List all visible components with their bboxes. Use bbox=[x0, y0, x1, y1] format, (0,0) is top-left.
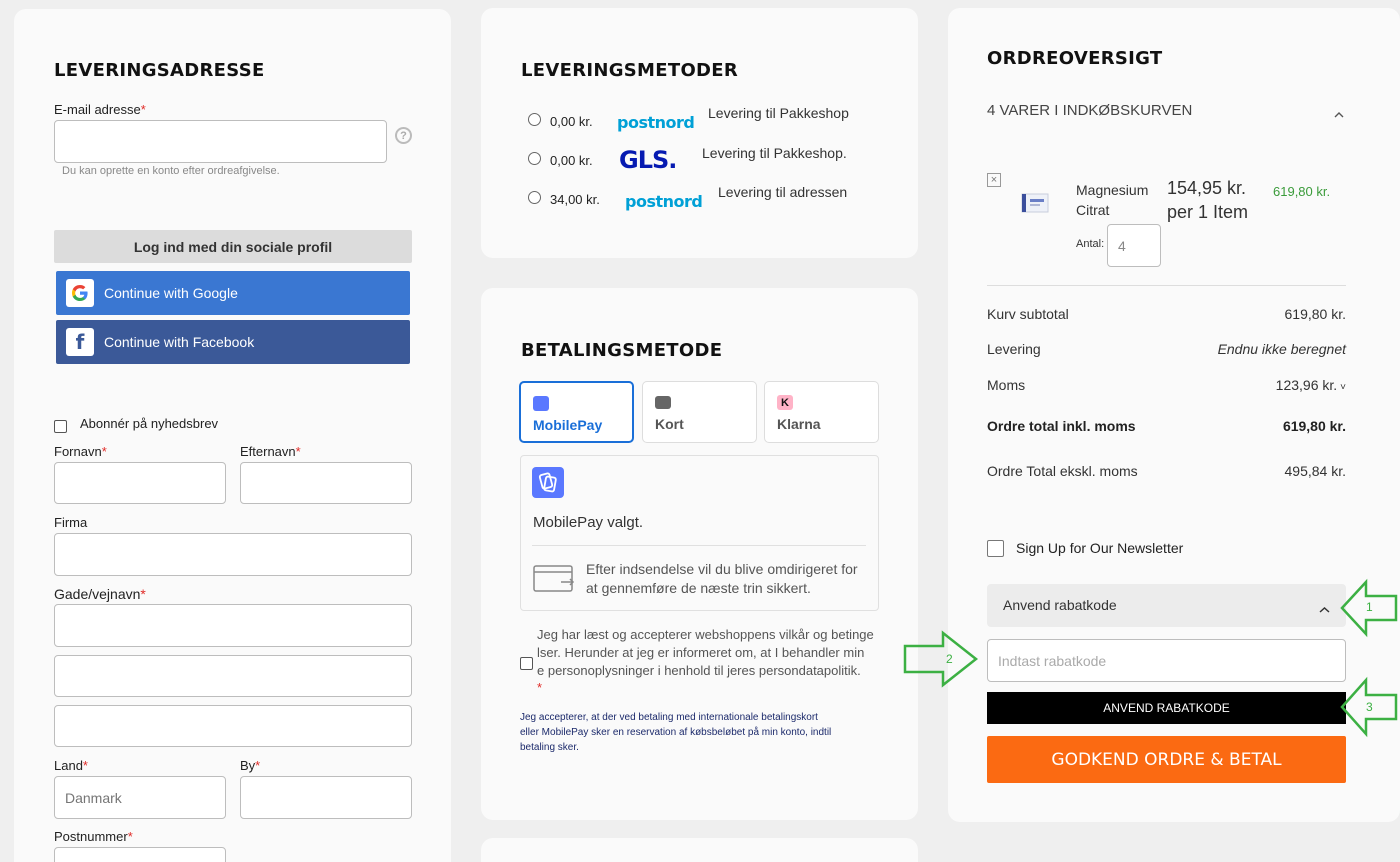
disclaimer-3: betaling sker. bbox=[520, 742, 579, 753]
shipping-option-label-2: Levering til Pakkeshop. bbox=[702, 145, 847, 161]
qty-input[interactable] bbox=[1107, 224, 1161, 267]
total-excl-label: Ordre Total ekskl. moms bbox=[987, 463, 1138, 479]
product-name-1: Magnesium bbox=[1076, 182, 1149, 198]
terms-text-3: e personoplysninger i henhold til jeres persondatapolitik. bbox=[537, 663, 861, 678]
summary-newsletter-label: Sign Up for Our Newsletter bbox=[1016, 540, 1184, 556]
zip-label: Postnummer* bbox=[54, 829, 133, 844]
gls-logo: GLS. bbox=[619, 146, 677, 174]
tab-mobilepay-label: MobilePay bbox=[533, 417, 603, 433]
checkout-label: GODKEND ORDRE & BETAL bbox=[1051, 749, 1282, 770]
mobilepay-logo-icon bbox=[532, 467, 564, 498]
google-icon bbox=[66, 279, 94, 307]
terms-checkbox[interactable] bbox=[520, 657, 533, 670]
card-icon bbox=[655, 396, 671, 409]
discount-toggle-label: Anvend rabatkode bbox=[1003, 597, 1117, 613]
lastname-field[interactable] bbox=[240, 462, 412, 504]
product-row-total: 619,80 kr. bbox=[1273, 184, 1331, 199]
apply-discount-button[interactable] bbox=[987, 692, 1346, 724]
qty-label: Antal: bbox=[1076, 238, 1105, 250]
mobilepay-selected-text: MobilePay valgt. bbox=[533, 514, 644, 531]
facebook-login-button[interactable] bbox=[56, 320, 410, 364]
country-label: Land* bbox=[54, 758, 88, 773]
total-excl-row bbox=[987, 463, 1346, 479]
redirect-text-2: at gennemføre de næste trin sikkert. bbox=[586, 580, 811, 596]
shipping-address-title: LEVERINGSADRESSE bbox=[54, 60, 265, 81]
tax-row[interactable] bbox=[987, 377, 1346, 393]
postnord-logo-2: postnord bbox=[625, 192, 703, 211]
redirect-icon bbox=[533, 565, 575, 598]
subtotal-label: Kurv subtotal bbox=[987, 306, 1069, 322]
shipping-option-label-3: Levering til adressen bbox=[718, 184, 848, 200]
shipping-methods-title: LEVERINGSMETODER bbox=[521, 60, 739, 81]
tab-mobilepay[interactable] bbox=[519, 381, 634, 443]
city-field[interactable] bbox=[240, 776, 412, 819]
zip-field[interactable] bbox=[54, 847, 226, 862]
shipping-option-price-3: 34,00 kr. bbox=[550, 192, 600, 207]
country-field[interactable] bbox=[54, 776, 226, 819]
cart-count-label: 4 VARER I INDKØBSKURVEN bbox=[987, 102, 1193, 119]
disclaimer-2: eller MobilePay sker en reservation af købsbeløbet på min konto, indtil bbox=[520, 727, 832, 738]
subtotal-row bbox=[987, 306, 1346, 322]
terms-text-1: Jeg har læst og accepterer webshoppens vilkår og betinge bbox=[537, 627, 874, 642]
annotation-label-2: 2 bbox=[946, 652, 953, 666]
shipping-option-radio-1[interactable] bbox=[528, 113, 541, 126]
order-summary-title: ORDREOVERSIGT bbox=[987, 48, 1163, 69]
shipping-value: Endnu ikke beregnet bbox=[1217, 341, 1346, 357]
shipping-label: Levering bbox=[987, 341, 1041, 357]
subtotal-value: 619,80 kr. bbox=[1284, 306, 1346, 322]
facebook-icon: f bbox=[66, 328, 94, 356]
shipping-option-price-2: 0,00 kr. bbox=[550, 153, 593, 168]
terms-text-2: lser. Herunder at jeg er informeret om, at I behandler min bbox=[537, 645, 865, 660]
annotation-arrow-1 bbox=[1340, 578, 1398, 643]
firstname-field[interactable] bbox=[54, 462, 226, 504]
mobilepay-icon bbox=[533, 396, 549, 411]
klarna-icon: K bbox=[777, 395, 793, 410]
remove-item-icon[interactable]: × bbox=[987, 173, 1001, 187]
product-price-unit: per 1 Item bbox=[1167, 202, 1249, 222]
total-excl-value: 495,84 kr. bbox=[1284, 463, 1346, 479]
annotation-arrow-3 bbox=[1340, 676, 1398, 743]
country-value: Danmark bbox=[65, 789, 122, 806]
total-incl-row bbox=[987, 418, 1346, 434]
discount-chevron-up-icon bbox=[1319, 601, 1330, 619]
tax-value: 123,96 kr. bbox=[1275, 377, 1338, 393]
street-label: Gade/vejnavn* bbox=[54, 586, 146, 602]
shipping-option-label-1: Levering til Pakkeshop bbox=[708, 105, 849, 121]
discount-code-input[interactable] bbox=[987, 639, 1346, 682]
annotation-label-3: 3 bbox=[1366, 700, 1373, 714]
google-login-button[interactable] bbox=[56, 271, 410, 315]
tax-label: Moms bbox=[987, 377, 1026, 393]
facebook-login-label: Continue with Facebook bbox=[104, 334, 255, 350]
extra-card bbox=[481, 838, 918, 862]
summary-divider bbox=[987, 285, 1346, 286]
chevron-down-icon: ˅ bbox=[1340, 382, 1346, 393]
checkout-button[interactable] bbox=[987, 736, 1346, 783]
panel-divider bbox=[532, 545, 866, 546]
tab-klarna-label: Klarna bbox=[777, 416, 821, 432]
street-field-2[interactable] bbox=[54, 655, 412, 697]
google-login-label: Continue with Google bbox=[104, 285, 238, 301]
shipping-methods-card bbox=[481, 8, 918, 258]
tab-klarna[interactable] bbox=[764, 381, 879, 443]
company-label: Firma bbox=[54, 515, 88, 530]
email-hint: Du kan oprette en konto efter ordreafgivelse. bbox=[62, 165, 280, 177]
chevron-up-icon bbox=[1334, 106, 1344, 124]
postnord-logo-1: postnord bbox=[617, 113, 695, 132]
annotation-label-1: 1 bbox=[1366, 600, 1373, 614]
shipping-option-radio-2[interactable] bbox=[528, 152, 541, 165]
total-incl-value: 619,80 kr. bbox=[1282, 418, 1346, 434]
product-name-2: Citrat bbox=[1076, 202, 1110, 218]
total-incl-label: Ordre total inkl. moms bbox=[987, 418, 1136, 434]
redirect-text-1: Efter indsendelse vil du blive omdirigeret for bbox=[586, 561, 858, 577]
street-field-3[interactable] bbox=[54, 705, 412, 747]
shipping-row bbox=[987, 341, 1346, 357]
street-field-1[interactable] bbox=[54, 604, 412, 647]
company-field[interactable] bbox=[54, 533, 412, 576]
tab-card[interactable] bbox=[642, 381, 757, 443]
tab-card-label: Kort bbox=[655, 416, 684, 432]
disclaimer-1: Jeg accepterer, at der ved betaling med internationale betalingskort bbox=[520, 712, 818, 723]
social-login-title: Log ind med din sociale profil bbox=[54, 230, 412, 263]
payment-title: BETALINGSMETODE bbox=[521, 340, 723, 361]
email-label: E-mail adresse* bbox=[54, 102, 146, 117]
product-price: 154,95 kr. bbox=[1167, 178, 1247, 198]
lastname-label: Efternavn* bbox=[240, 444, 301, 459]
newsletter-label: Abonnér på nyhedsbrev bbox=[80, 416, 219, 431]
shipping-option-price-1: 0,00 kr. bbox=[550, 114, 593, 129]
discount-code-placeholder: Indtast rabatkode bbox=[998, 652, 1107, 669]
discount-toggle[interactable] bbox=[987, 584, 1346, 627]
email-field[interactable] bbox=[54, 120, 387, 163]
terms-required-mark: * bbox=[537, 680, 543, 695]
annotation-arrow-2 bbox=[903, 630, 979, 693]
help-icon[interactable]: ? bbox=[395, 127, 412, 144]
product-image bbox=[1016, 186, 1052, 218]
summary-newsletter-checkbox[interactable] bbox=[987, 540, 1004, 557]
newsletter-checkbox[interactable] bbox=[54, 420, 67, 433]
qty-value: 4 bbox=[1118, 237, 1126, 254]
apply-discount-label: ANVEND RABATKODE bbox=[1103, 701, 1230, 715]
firstname-label: Fornavn* bbox=[54, 444, 107, 459]
cart-count-toggle[interactable] bbox=[987, 102, 1346, 122]
city-label: By* bbox=[240, 758, 261, 773]
shipping-option-radio-3[interactable] bbox=[528, 191, 541, 204]
